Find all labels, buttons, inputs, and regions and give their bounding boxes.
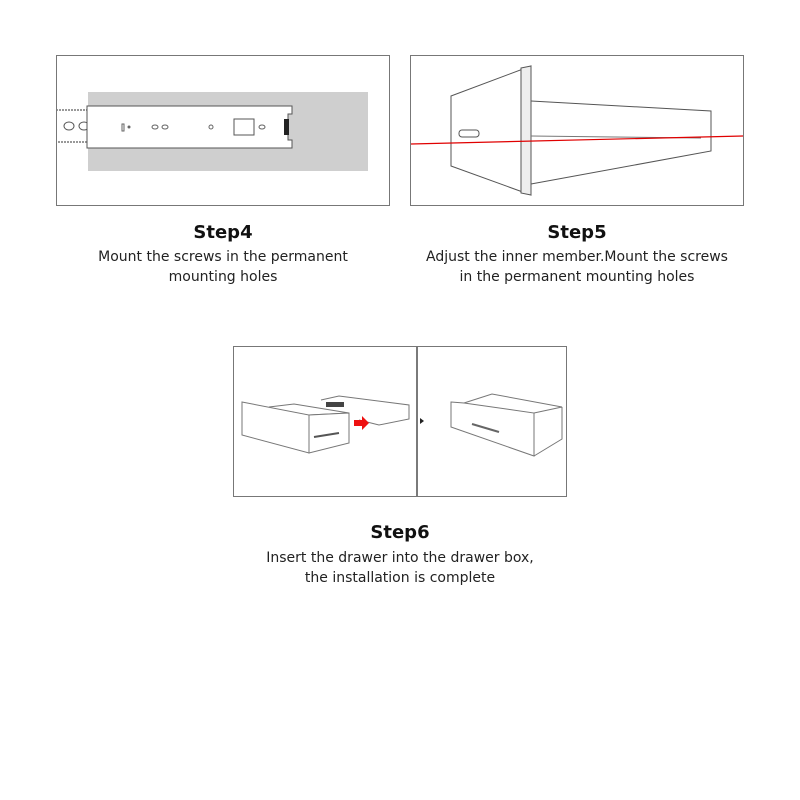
step6-line-2: the installation is complete (304, 570, 496, 586)
step6-title: Step6 (370, 522, 430, 543)
step5-line-2: in the permanent mounting holes (459, 269, 695, 285)
step5-line-1: Adjust the inner member.Mount the screws (426, 249, 728, 265)
step5-title: Step5 (547, 222, 607, 243)
drawer-insert-drawing (234, 347, 566, 496)
step4-line-2: mounting holes (168, 269, 278, 285)
step5-illustration (410, 55, 744, 206)
step4-title: Step4 (193, 222, 253, 243)
step4-description (40, 247, 406, 287)
slide-rail-drawing (57, 56, 389, 205)
step6-illustration (233, 346, 567, 497)
step6-line-1: Insert the drawer into the drawer box, (266, 550, 534, 566)
step6-description (213, 548, 587, 588)
step4-line-1: Mount the screws in the permanent (98, 249, 348, 265)
cabinet-laser-drawing (411, 56, 743, 205)
step4-illustration (56, 55, 390, 206)
step5-description (390, 247, 764, 287)
